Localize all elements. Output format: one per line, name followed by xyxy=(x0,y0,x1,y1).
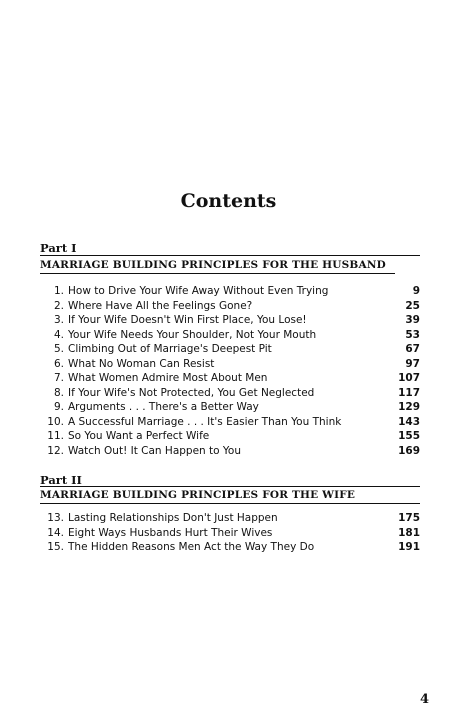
toc-entry xyxy=(40,314,420,328)
entry-page: 25 xyxy=(405,299,420,312)
toc-entry xyxy=(40,401,420,415)
toc-entry xyxy=(40,358,420,372)
entry-page: 181 xyxy=(398,526,420,539)
toc-entry xyxy=(40,512,420,526)
part-heading: MARRIAGE BUILDING PRINCIPLES FOR THE HUSBAND xyxy=(40,259,386,271)
page-number: 4 xyxy=(419,692,429,707)
entry-number: 5. xyxy=(53,343,64,355)
toc-entry xyxy=(40,541,420,555)
divider xyxy=(40,255,420,256)
entry-page: 107 xyxy=(398,372,420,384)
entry-title: If Your Wife Doesn't Win First Place, You Lose! xyxy=(68,314,307,326)
entry-number: 15. xyxy=(47,541,64,553)
entry-page: 67 xyxy=(405,343,420,355)
entry-title: Eight Ways Husbands Hurt Their Wives xyxy=(68,526,273,539)
entry-number: 4. xyxy=(53,328,64,341)
entry-page: 169 xyxy=(398,444,420,457)
entry-page: 97 xyxy=(405,357,420,370)
entry-number: 12. xyxy=(47,444,64,457)
page-title: Contents xyxy=(180,190,277,212)
toc-entry xyxy=(40,416,420,430)
toc-entry xyxy=(40,527,420,541)
entry-number: 9. xyxy=(53,401,64,413)
entry-number: 6. xyxy=(53,357,64,370)
entry-number: 1. xyxy=(53,285,64,297)
toc-entry xyxy=(40,343,420,357)
part-label: Part II xyxy=(40,473,82,487)
entry-number: 13. xyxy=(47,512,64,524)
entry-number: 10. xyxy=(47,415,64,428)
entry-title: What Women Admire Most About Men xyxy=(68,372,268,384)
toc-entry xyxy=(40,445,420,459)
entry-page: 191 xyxy=(398,541,420,553)
entry-number: 3. xyxy=(53,314,64,326)
toc-entry xyxy=(40,285,420,299)
entry-title: Climbing Out of Marriage's Deepest Pit xyxy=(68,343,272,355)
entry-page: 143 xyxy=(398,415,420,428)
entry-title: The Hidden Reasons Men Act the Way They Do xyxy=(68,541,315,553)
toc-entry xyxy=(40,430,420,444)
entry-title: If Your Wife's Not Protected, You Get Neglected xyxy=(68,386,315,399)
toc-entry xyxy=(40,300,420,314)
entry-page: 129 xyxy=(398,401,420,413)
entry-page: 175 xyxy=(398,512,420,524)
entry-title: Watch Out! It Can Happen to You xyxy=(68,444,242,457)
toc-entry xyxy=(40,329,420,343)
entry-number: 7. xyxy=(53,372,64,384)
entry-title: What No Woman Can Resist xyxy=(68,357,215,370)
entry-page: 155 xyxy=(398,430,420,442)
entry-page: 39 xyxy=(405,314,420,326)
entry-number: 2. xyxy=(53,299,64,312)
entry-title: How to Drive Your Wife Away Without Even Trying xyxy=(68,285,329,297)
entry-page: 117 xyxy=(398,386,420,399)
entry-title: Where Have All the Feelings Gone? xyxy=(68,299,253,312)
divider xyxy=(40,486,420,487)
entry-number: 8. xyxy=(53,386,64,399)
part-label: Part I xyxy=(40,241,77,255)
entry-title: So You Want a Perfect Wife xyxy=(68,430,210,442)
divider xyxy=(40,503,420,504)
entry-page: 9 xyxy=(412,285,420,297)
entry-number: 11. xyxy=(47,430,64,442)
entry-title: Your Wife Needs Your Shoulder, Not Your Mouth xyxy=(68,328,317,341)
entry-title: Arguments . . . There's a Better Way xyxy=(68,401,259,413)
entry-page: 53 xyxy=(405,328,420,341)
entry-number: 14. xyxy=(47,526,64,539)
toc-entry xyxy=(40,387,420,401)
entry-title: Lasting Relationships Don't Just Happen xyxy=(68,512,278,524)
part-heading: MARRIAGE BUILDING PRINCIPLES FOR THE WIFE xyxy=(40,489,356,501)
toc-entry xyxy=(40,372,420,386)
entry-title: A Successful Marriage . . . It's Easier Than You Think xyxy=(68,415,342,428)
divider xyxy=(40,273,395,274)
